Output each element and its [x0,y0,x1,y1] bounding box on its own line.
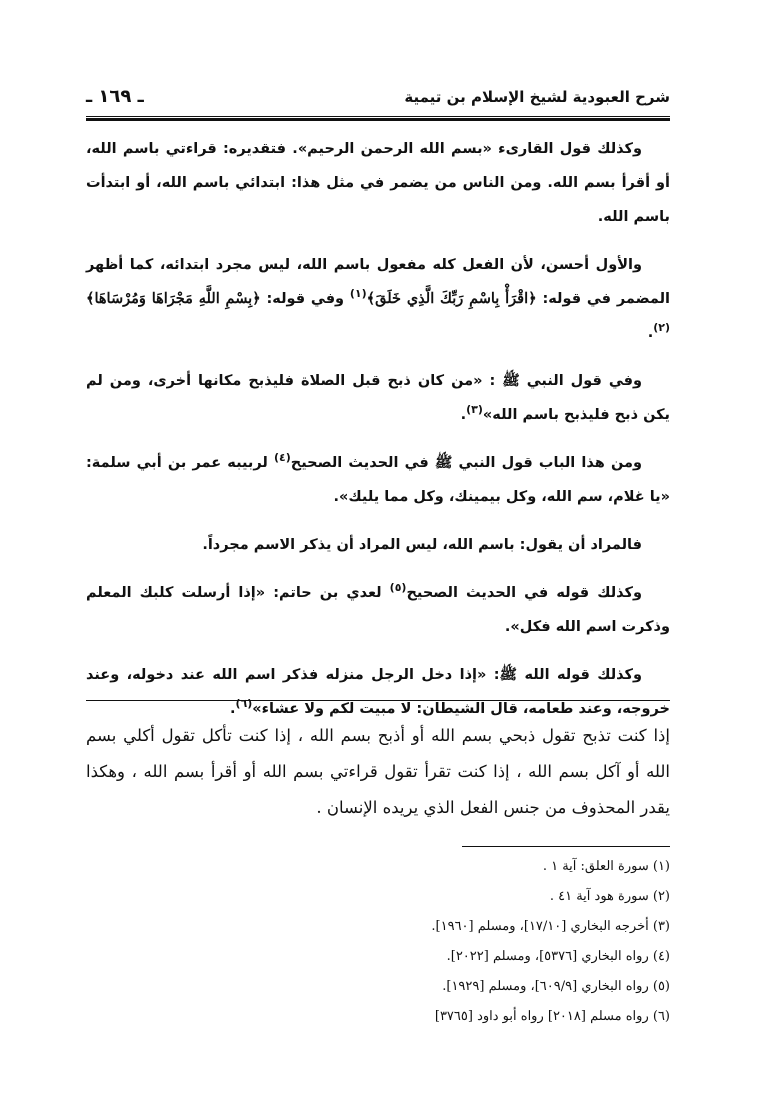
paragraph-3-text-b: . [460,407,467,423]
paragraph-6-text-a: وكذلك قوله في الحديث الصحيح [406,585,642,601]
quran-verse-1: ﴿اقْرَأْ بِاسْمِ رَبِّكَ الَّذِي خَلَقَ﴾ [366,290,537,307]
book-title: شرح العبودية لشيخ الإسلام بن تيمية [404,88,670,106]
running-header [86,86,670,116]
commentary-text: إذا كنت تذبح تقول ذبحي بسم الله أو أذبح بسم الله ، إذا كنت تأكل تقول أكلي بسم الله أو آكل بسم الله ، إذا كنت تقرأ تقول قراءتي بسم الله أو أقرأ بسم الله ، وهكذا يقدر المحذوف من جنس الفعل الذي يريده الإنسان . [86,726,670,817]
footnote-ref-4: (٤) [273,451,291,465]
quran-verse-2: ﴿بِسْمِ اللَّهِ مَجْرَاهَا وَمُرْسَاهَا﴾ [86,290,261,307]
paragraph-7-text-a: وكذلك قوله الله ﷺ: «إذا دخل الرجل منزله فذكر اسم الله عند دخوله، وعند خروجه، وعند طعامه، قال الشيطان: لا مبيت لكم ولا عشاء» [86,667,670,717]
paragraph-2-text-c: . [647,325,654,341]
section-divider [86,700,670,701]
paragraph-3 [86,364,670,432]
footnote-ref-5: (٥) [389,581,407,595]
footnote-5: (٥) رواه البخاري [٦٠٩/٩]، ومسلم [١٩٢٩]. [442,979,670,994]
paragraph-2-text-b: وفي قوله: [260,291,350,307]
paragraph-5: فالمراد أن يقول: باسم الله، ليس المراد أن يذكر الاسم مجرداً. [202,537,642,553]
paragraph-7-text-b: . [229,701,236,717]
footnotes [86,852,670,1032]
commentary [86,718,670,826]
footnote-ref-3: (٣) [466,403,483,417]
paragraph-7 [86,658,670,726]
footnote-6: (٦) رواه مسلم [٢٠١٨] رواه أبو داود [٣٧٦٥] [434,1009,670,1024]
paragraph-4-text-a: ومن هذا الباب قول النبي ﷺ في الحديث الصحيح [290,455,642,471]
header-rule [86,116,670,121]
paragraph-3-text-a: وفي قول النبي ﷺ : «من كان ذبح قبل الصلاة فليذبح مكانها أخرى، ومن لم يكن ذبح فليذبح باسم الله» [86,373,670,423]
paragraph-1: وكذلك قول القارىء «بسم الله الرحمن الرحيم». فتقديره: قراءتي باسم الله، أو أقرأ بسم الله. ومن الناس من يضمر في مثل هذا: ابتدائي باسم الله، أو ابتدأت باسم الله. [86,141,670,225]
paragraph-6 [86,576,670,644]
page-number: ـ ١٦٩ ـ [86,86,144,107]
paragraph-4 [86,446,670,514]
footnote-2: (٢) سورة هود آية ٤١ . [549,889,670,904]
paragraph-4-text-b: لربيبه عمر بن أبي سلمة: «يا غلام، سم الله، وكل بيمينك، وكل مما يليك». [86,455,670,505]
paragraph-2 [86,248,670,350]
paragraph-6-text-b: لعدي بن حاتم: «إذا أرسلت كلبك المعلم وذكرت اسم الله فكل». [86,585,670,635]
footnote-ref-1: (١) [349,287,367,301]
main-text [86,132,670,740]
footnote-separator [462,846,670,847]
paragraph-2-text-a: والأول أحسن، لأن الفعل كله مفعول باسم الله، ليس مجرد ابتدائه، كما أظهر المضمر في قوله: [86,257,670,307]
footnote-ref-6: (٦) [235,697,253,711]
footnote-1: (١) سورة العلق: آية ١ . [542,859,670,874]
footnote-3: (٣) أخرجه البخاري [١٧/١٠]، ومسلم [١٩٦٠]. [431,919,670,934]
footnote-4: (٤) رواه البخاري [٥٣٧٦]، ومسلم [٢٠٢٢]. [446,949,670,964]
footnote-ref-2: (٢) [653,321,670,335]
